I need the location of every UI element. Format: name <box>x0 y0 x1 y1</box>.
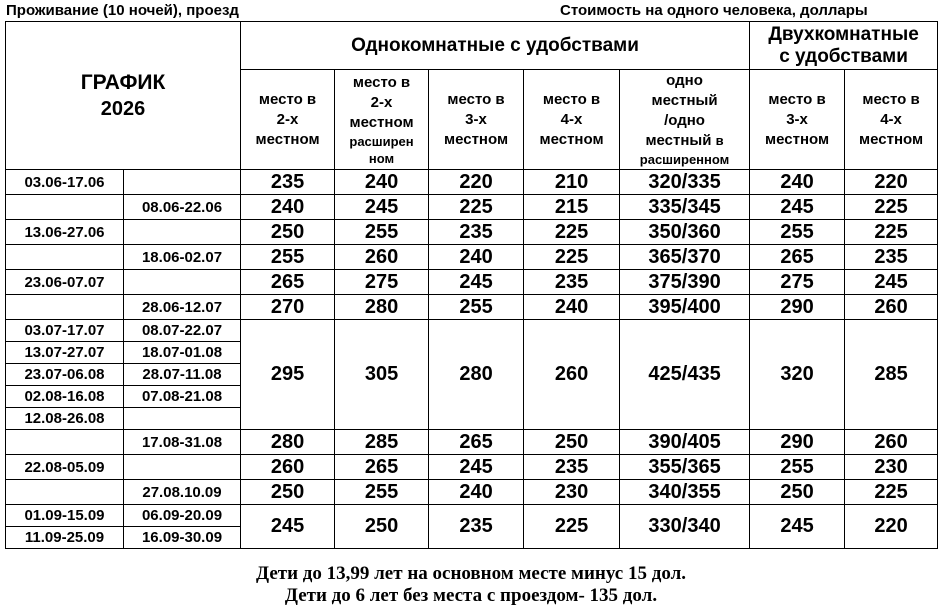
price-cell: 220 <box>429 170 524 195</box>
price-cell: 375/390 <box>620 270 750 295</box>
price-cell: 235 <box>524 455 620 480</box>
schedule-year: 2026 <box>100 97 146 120</box>
price-cell: 320/335 <box>620 170 750 195</box>
price-cell: 225 <box>845 480 938 505</box>
table-row <box>6 320 938 342</box>
price-cell: 285 <box>845 320 938 430</box>
date-cell <box>6 195 124 220</box>
price-cell: 225 <box>524 505 620 549</box>
date-cell: 18.07-01.08 <box>124 342 241 364</box>
price-cell: 335/345 <box>620 195 750 220</box>
price-cell: 245 <box>750 195 845 220</box>
table-row <box>6 430 938 455</box>
price-cell: 235 <box>845 245 938 270</box>
price-cell: 240 <box>335 170 429 195</box>
date-cell <box>124 455 241 480</box>
col-header-triple: место в 3-х местном <box>429 70 524 170</box>
price-cell: 250 <box>524 430 620 455</box>
price-cell: 260 <box>241 455 335 480</box>
price-cell: 245 <box>429 455 524 480</box>
price-cell: 280 <box>429 320 524 430</box>
price-cell: 250 <box>241 480 335 505</box>
price-cell: 425/435 <box>620 320 750 430</box>
header-cost-info: Стоимость на одного человека, доллары <box>560 2 868 19</box>
col-header-double: место в 2-х местном <box>241 70 335 170</box>
date-cell <box>124 408 241 430</box>
price-cell: 290 <box>750 430 845 455</box>
date-cell: 23.06-07.07 <box>6 270 124 295</box>
price-cell: 225 <box>429 195 524 220</box>
table-row <box>6 220 938 245</box>
group-two-room-line1: Двухкомнатные <box>768 23 919 45</box>
price-cell: 260 <box>845 430 938 455</box>
price-cell: 240 <box>241 195 335 220</box>
date-cell: 06.09-20.09 <box>124 505 241 527</box>
date-cell: 17.08-31.08 <box>124 430 241 455</box>
price-cell: 250 <box>750 480 845 505</box>
price-cell: 365/370 <box>620 245 750 270</box>
date-cell <box>124 220 241 245</box>
price-cell: 220 <box>845 505 938 549</box>
price-cell: 255 <box>335 480 429 505</box>
date-cell: 12.08-26.08 <box>6 408 124 430</box>
date-cell: 22.08-05.09 <box>6 455 124 480</box>
price-cell: 265 <box>750 245 845 270</box>
group-two-room <box>750 22 938 70</box>
footnote-children-main-seat: Дети до 13,99 лет на основном месте минус 15 дол. <box>256 563 686 584</box>
price-cell: 210 <box>524 170 620 195</box>
price-cell: 225 <box>524 245 620 270</box>
price-cell: 225 <box>845 220 938 245</box>
price-cell: 225 <box>845 195 938 220</box>
table-row <box>6 455 938 480</box>
price-cell: 390/405 <box>620 430 750 455</box>
price-table <box>5 21 938 549</box>
price-cell: 260 <box>524 320 620 430</box>
price-cell: 270 <box>241 295 335 320</box>
price-cell: 245 <box>335 195 429 220</box>
table-row <box>6 505 938 527</box>
date-cell: 16.09-30.09 <box>124 527 241 549</box>
group-two-room-line2: с удобствами <box>779 45 908 67</box>
price-cell: 240 <box>429 245 524 270</box>
table-row <box>6 295 938 320</box>
price-cell: 285 <box>335 430 429 455</box>
header-row-groups <box>6 22 938 70</box>
price-cell: 290 <box>750 295 845 320</box>
table-row <box>6 270 938 295</box>
col-header-quad: место в 4-х местном <box>524 70 620 170</box>
date-cell: 03.06-17.06 <box>6 170 124 195</box>
date-cell <box>6 295 124 320</box>
col-header-single: одно местный /одно местный в расширенном <box>620 70 750 170</box>
price-cell: 255 <box>429 295 524 320</box>
price-cell: 230 <box>524 480 620 505</box>
price-cell: 255 <box>335 220 429 245</box>
table-row <box>6 195 938 220</box>
price-cell: 250 <box>335 505 429 549</box>
price-cell: 280 <box>241 430 335 455</box>
footnote-children-no-seat: Дети до 6 лет без места с проездом- 135 дол. <box>284 585 658 606</box>
price-cell: 235 <box>429 220 524 245</box>
date-cell: 02.08-16.08 <box>6 386 124 408</box>
price-cell: 305 <box>335 320 429 430</box>
group-one-room: Однокомнатные с удобствами <box>241 22 750 70</box>
date-cell: 13.06-27.06 <box>6 220 124 245</box>
header-stay-info: Проживание (10 ночей), проезд <box>6 2 239 19</box>
price-cell: 235 <box>241 170 335 195</box>
price-cell: 340/355 <box>620 480 750 505</box>
price-cell: 275 <box>750 270 845 295</box>
date-cell: 01.09-15.09 <box>6 505 124 527</box>
date-cell: 11.09-25.09 <box>6 527 124 549</box>
date-cell: 08.07-22.07 <box>124 320 241 342</box>
table-row <box>6 170 938 195</box>
price-cell: 275 <box>335 270 429 295</box>
price-cell: 265 <box>429 430 524 455</box>
price-cell: 245 <box>241 505 335 549</box>
price-cell: 245 <box>750 505 845 549</box>
date-cell: 28.06-12.07 <box>124 295 241 320</box>
price-cell: 355/365 <box>620 455 750 480</box>
date-cell: 03.07-17.07 <box>6 320 124 342</box>
price-cell: 260 <box>845 295 938 320</box>
col-header-two-room-triple: место в 3-х местном <box>750 70 845 170</box>
price-cell: 265 <box>335 455 429 480</box>
price-cell: 255 <box>750 455 845 480</box>
date-cell: 08.06-22.06 <box>124 195 241 220</box>
price-cell: 240 <box>429 480 524 505</box>
price-cell: 265 <box>241 270 335 295</box>
price-cell: 245 <box>845 270 938 295</box>
price-cell: 330/340 <box>620 505 750 549</box>
price-cell: 220 <box>845 170 938 195</box>
date-cell <box>6 245 124 270</box>
price-cell: 235 <box>429 505 524 549</box>
date-cell: 13.07-27.07 <box>6 342 124 364</box>
price-cell: 295 <box>241 320 335 430</box>
date-cell: 18.06-02.07 <box>124 245 241 270</box>
price-cell: 230 <box>845 455 938 480</box>
date-cell <box>124 270 241 295</box>
schedule-label: ГРАФИК <box>80 70 166 94</box>
date-cell: 07.08-21.08 <box>124 386 241 408</box>
table-row <box>6 480 938 505</box>
price-cell: 395/400 <box>620 295 750 320</box>
table-row <box>6 245 938 270</box>
price-cell: 280 <box>335 295 429 320</box>
price-cell: 260 <box>335 245 429 270</box>
price-cell: 250 <box>241 220 335 245</box>
price-cell: 215 <box>524 195 620 220</box>
date-cell <box>124 170 241 195</box>
price-cell: 240 <box>524 295 620 320</box>
date-cell: 23.07-06.08 <box>6 364 124 386</box>
col-header-two-room-quad: место в 4-х местном <box>845 70 938 170</box>
price-cell: 235 <box>524 270 620 295</box>
price-cell: 225 <box>524 220 620 245</box>
date-cell <box>6 430 124 455</box>
price-cell: 245 <box>429 270 524 295</box>
date-cell: 28.07-11.08 <box>124 364 241 386</box>
price-cell: 320 <box>750 320 845 430</box>
price-cell: 240 <box>750 170 845 195</box>
price-cell: 255 <box>750 220 845 245</box>
price-cell: 350/360 <box>620 220 750 245</box>
price-cell: 255 <box>241 245 335 270</box>
col-header-double-extended: место в 2-х местном расширен ном <box>335 70 429 170</box>
schedule-header <box>6 22 241 170</box>
date-cell <box>6 480 124 505</box>
date-cell: 27.08.10.09 <box>124 480 241 505</box>
